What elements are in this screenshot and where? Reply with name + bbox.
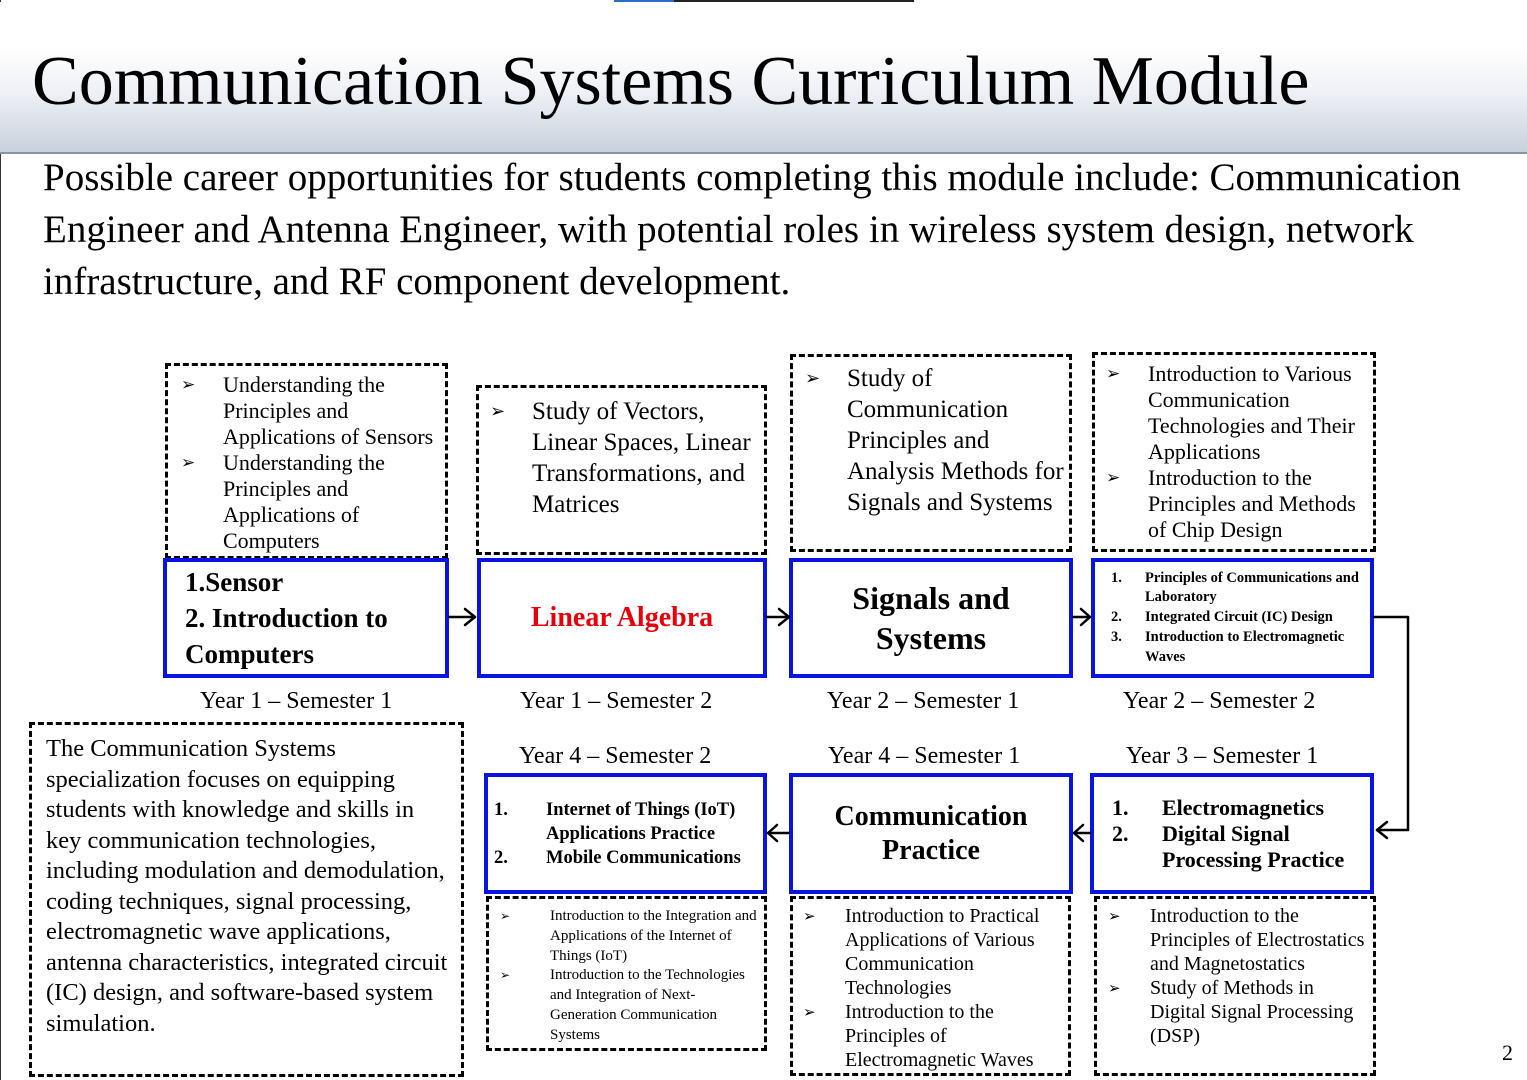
notes-y2s1 [790, 354, 1072, 552]
arrow-icon [1074, 825, 1090, 841]
course-item-number: 2. [1111, 609, 1122, 626]
course-y4s2 [484, 773, 767, 894]
career-intro-text: Possible career opportunities for students completing this module include: Communication Engineer and Antenna Engineer, with potential roles in wireless system design, network infrastructure, and RF component development. [43, 156, 1461, 303]
course-line: Computers [185, 639, 314, 669]
notes-y3s1 [1094, 896, 1376, 1076]
course-item-number: 3. [1111, 628, 1122, 645]
course-line: Practice [882, 834, 980, 866]
notes-y1s1 [165, 363, 448, 559]
notes-y2s2 [1092, 352, 1376, 552]
course-y4s1 [789, 773, 1073, 894]
semester-label-y4s2: Year 4 – Semester 2 [519, 743, 712, 769]
note-item: ➢ Introduction to the Principles of Electromagnetic Waves [845, 1000, 1064, 1072]
note-item: ➢ Study of Vectors, Linear Spaces, Linear Transformations, and Matrices [532, 396, 760, 520]
course-item [494, 798, 763, 846]
course-item-text: Principles of Communications and Laboratory [1145, 569, 1359, 606]
course-item [1111, 569, 1370, 609]
notes-y1s2 [476, 385, 767, 555]
course-item-number: 2. [494, 847, 508, 868]
semester-label-y3s1: Year 3 – Semester 1 [1126, 743, 1319, 769]
arrow-icon [449, 609, 475, 625]
course-item-text: Mobile Communications [546, 847, 741, 868]
note-item: ➢ Introduction to the Principles and Methods of Chip Design [1148, 465, 1369, 543]
course-line: Communication [834, 800, 1028, 832]
specialization-description: The Communication Systems specialization focuses on equipping students with knowledge and skills in key communication technologies, including modulation and demodulation, coding techniques, signal processing, electromagnetic wave applications, antenna characteristics, integrated circuit (IC) design, and software-based system simulation. [29, 722, 464, 1077]
course-y1s2 [477, 558, 767, 678]
course-item [494, 846, 763, 870]
note-item: ➢ Study of Communication Principles and Analysis Methods for Signals and Systems [847, 363, 1065, 518]
course-y1s1 [163, 558, 449, 678]
course-item-number: 1. [494, 799, 508, 820]
course-item-text: Integrated Circuit (IC) Design [1145, 609, 1333, 626]
page-number: 2 [1502, 1040, 1513, 1065]
course-item-text: Electromagnetics [1162, 794, 1325, 820]
course-item-text: Internet of Things (IoT) Applications Practice [546, 799, 736, 844]
course-item-number: 1. [1112, 794, 1129, 820]
course-item [1111, 608, 1370, 628]
course-y2s1 [789, 558, 1073, 678]
note-item: ➢ Study of Methods in Digital Signal Processing (DSP) [1150, 976, 1369, 1048]
note-item: ➢ Understanding the Principles and Applications of Computers [223, 450, 441, 554]
notes-y4s1 [790, 896, 1071, 1076]
course-item [1111, 628, 1370, 668]
note-item: ➢ Introduction to Practical Applications of Various Communication Technologies [845, 904, 1064, 1000]
semester-label-y2s1: Year 2 – Semester 1 [827, 688, 1020, 714]
course-item-text: Introduction to Electromagnetic Waves [1145, 628, 1345, 665]
notes-y4s2 [486, 896, 767, 1051]
semester-label-y2s2: Year 2 – Semester 2 [1123, 688, 1316, 714]
title-band [0, 2, 1527, 154]
course-item-number: 1. [1111, 569, 1122, 586]
course-line: 2. Introduction to [185, 603, 388, 633]
note-item: ➢ Introduction to the Principles of Electrostatics and Magnetostatics [1150, 904, 1369, 976]
course-item-number: 2. [1112, 820, 1129, 846]
course-line: 1.Sensor [185, 567, 284, 597]
course-item-text: Digital Signal Processing Practice [1162, 820, 1345, 872]
course-line: Signals and [852, 580, 1010, 616]
arrow-icon [1073, 609, 1090, 625]
slide-left-edge [0, 0, 1, 1080]
note-item: ➢ Introduction to Various Communication Technologies and Their Applications [1148, 361, 1369, 465]
arrow-icon [768, 825, 789, 841]
course-y3s1 [1090, 773, 1374, 894]
slide-title: Communication Systems Curriculum Module [32, 43, 1310, 120]
course-item [1110, 795, 1370, 821]
course-item [1110, 821, 1370, 873]
course-line: Systems [875, 620, 987, 656]
semester-label-y4s1: Year 4 – Semester 1 [828, 743, 1021, 769]
semester-label-y1s1: Year 1 – Semester 1 [200, 688, 393, 714]
note-item: ➢ Introduction to the Integration and Applications of the Internet of Things (IoT) [550, 907, 760, 966]
course-y2s2 [1091, 558, 1374, 678]
note-item: ➢ Introduction to the Technologies and Integration of Next-Generation Communication Systems [550, 966, 760, 1045]
arrow-icon [767, 609, 789, 625]
course-label: Linear Algebra [530, 602, 714, 633]
semester-label-y1s2: Year 1 – Semester 2 [520, 688, 713, 714]
arrow-icon [1374, 617, 1408, 838]
note-item: ➢ Understanding the Principles and Applications of Sensors [223, 372, 441, 450]
